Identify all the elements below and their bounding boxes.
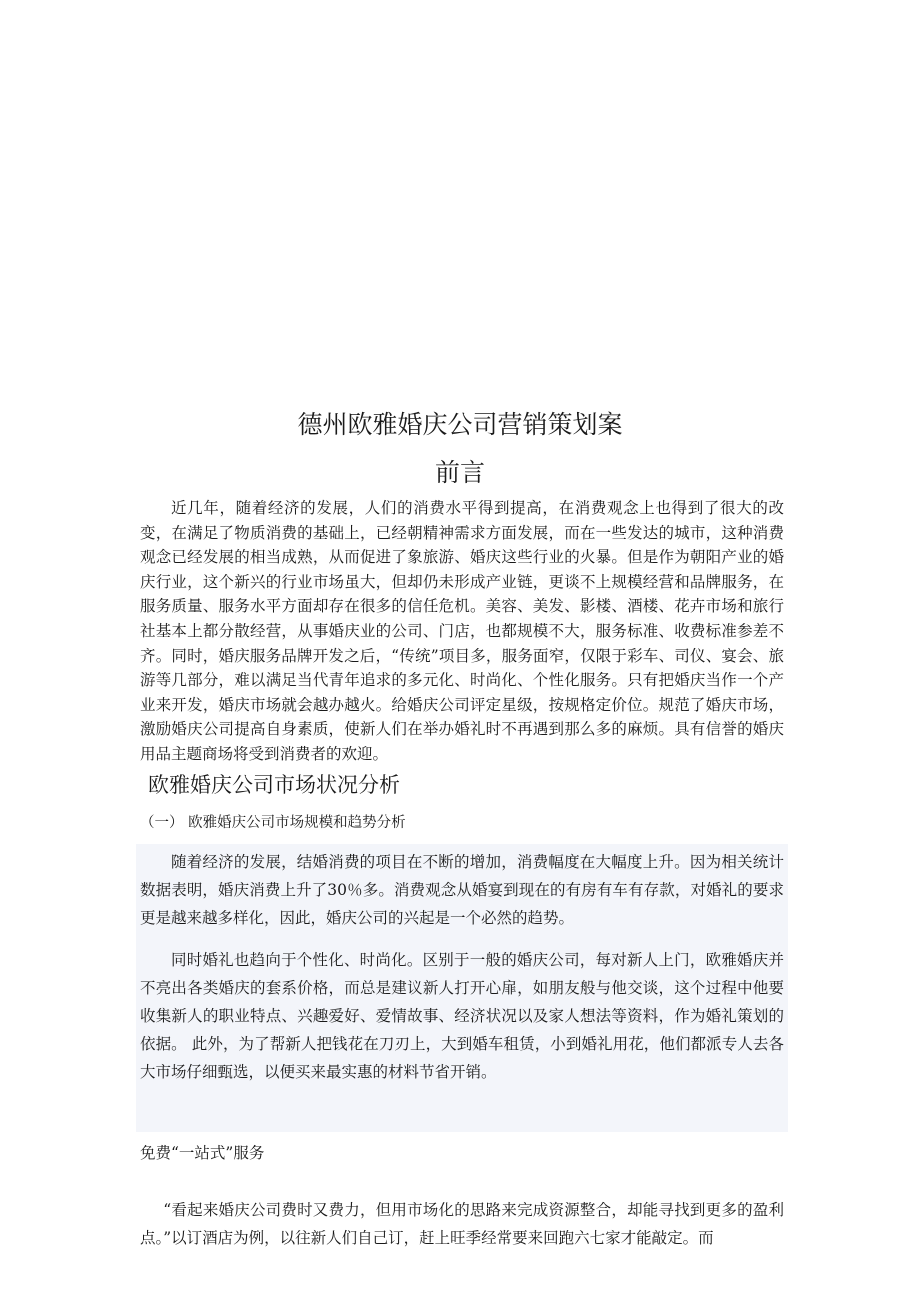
subsection-heading: （一） 欧雅婚庆公司市场规模和趋势分析 xyxy=(140,815,406,831)
document-title: 德州欧雅婚庆公司营销策划案 xyxy=(297,410,623,439)
personalization-paragraph: 同时婚礼也趋向于个性化、时尚化。区别于一般的婚庆公司，每对新人上门，欧雅婚庆并不亮出各类婚庆的套系价格，而总是建议新人打开心扉，如朋友般与他交谈，这个过程中他要收集新人的职业特点、兴趣爱好、爱情故事、经济状况以及家人想法等资料，作为婚礼策划的依据。 此外，为了帮新人把钱花在刀刃上，大到婚车租赁，小到婚礼用花，他们都派专人去各大市场仔细甄选，以便买来最实惠的材料节省开销。 xyxy=(140,951,784,1081)
market-trend-paragraph: 随着经济的发展，结婚消费的项目在不断的增加，消费幅度在大幅度上升。因为相关统计数据表明，婚庆消费上升了30％多。消费观念从婚宴到现在的有房有车有存款，对婚礼的要求更是越来越多样化，因此，婚庆公司的兴起是一个必然的趋势。 xyxy=(140,853,784,927)
one-stop-service-paragraph: “看起来婚庆公司费时又费力，但用市场化的思路来完成资源整合，却能寻找到更多的盈利点。”以订酒店为例，以往新人们自己订，赶上旺季经常要来回跑六七家才能敲定。而 xyxy=(140,1201,784,1247)
service-heading: 免费“一站式”服务 xyxy=(140,1144,265,1162)
preface-paragraph: 近几年，随着经济的发展，人们的消费水平得到提高，在消费观念上也得到了很大的改变，在满足了物质消费的基础上，已经朝精神需求方面发展，而在一些发达的城市，这种消费观念已经发展的相当成熟，从而促进了象旅游、婚庆这些行业的火暴。但是作为朝阳产业的婚庆行业，这个新兴的行业市场虽大，但却仍未形成产业链，更谈不上规模经营和品牌服务，在服务质量、服务水平方面却存在很多的信任危机。美容、美发、影楼、酒楼、花卉市场和旅行社基本上都分散经营，从事婚庆业的公司、门店，也都规模不大，服务标准、收费标准参差不齐。同时，婚庆服务品牌开发之后，“传统”项目多，服务面窄，仅限于彩车、司仪、宴会、旅游等几部分，难以满足当代青年追求的多元化、时尚化、个性化服务。只有把婚庆当作一个产业来开发，婚庆市场就会越办越火。给婚庆公司评定星级，按规格定价位。规范了婚庆市场，激励婚庆公司提高自身素质，使新人们在举办婚礼时不再遇到那么多的麻烦。具有信誉的婚庆用品主题商场将受到消费者的欢迎。 xyxy=(140,499,784,763)
preface-heading: 前言 xyxy=(434,458,485,487)
section-heading: 欧雅婚庆公司市场状况分析 xyxy=(148,773,400,797)
